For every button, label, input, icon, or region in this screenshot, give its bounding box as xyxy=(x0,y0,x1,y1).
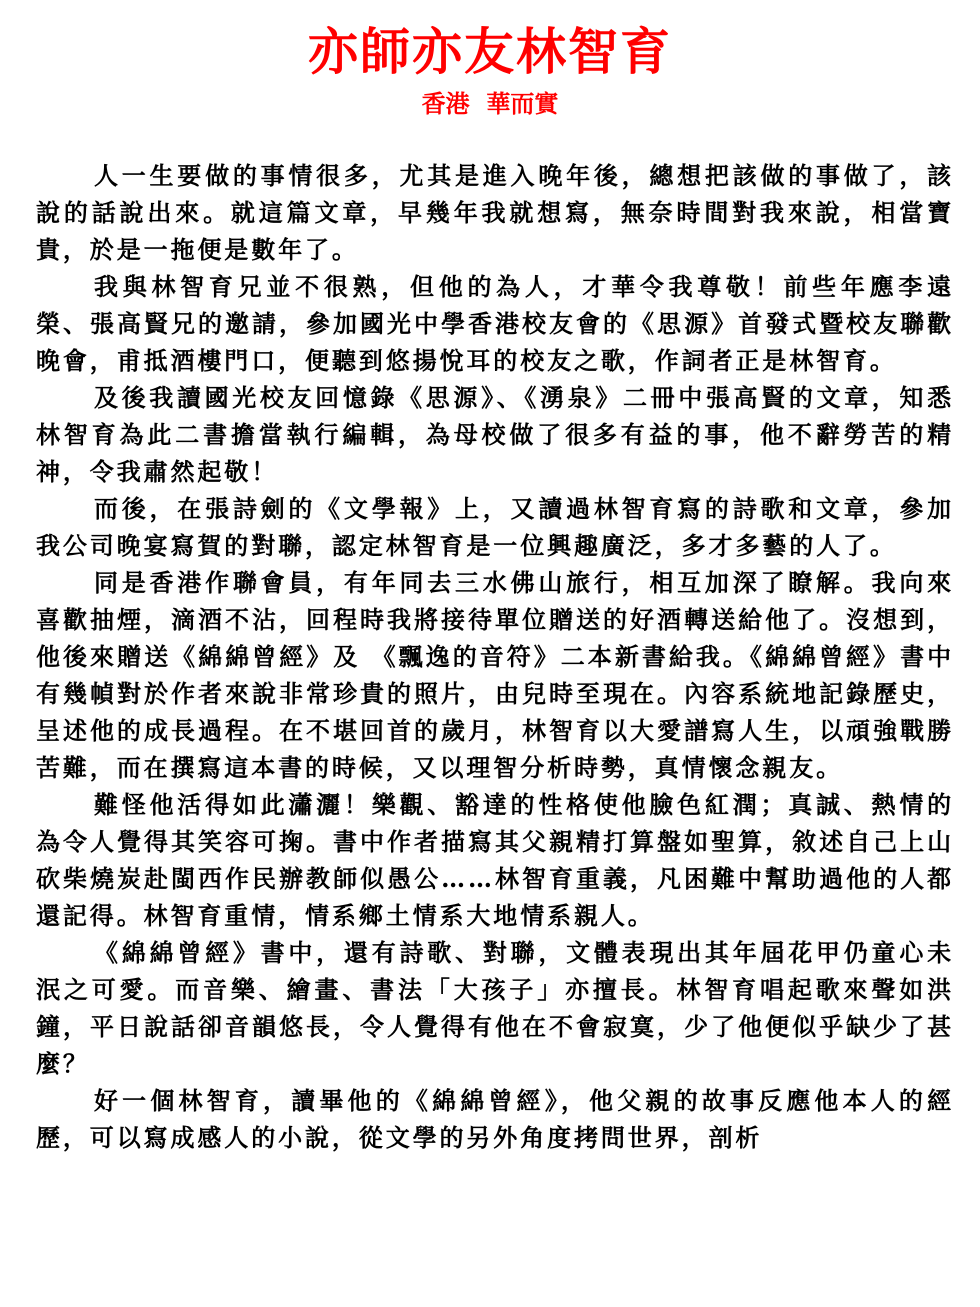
article-body xyxy=(36,157,954,1156)
paragraph: 人一生要做的事情很多，尤其是進入晚年後，總想把該做的事做了，該說的話說出來。就這篇文章，早幾年我就想寫，無奈時間對我來說，相當寶貴，於是一拖便是數年了。 xyxy=(36,161,954,264)
paragraph: 好一個林智育，讀畢他的《綿綿曾經》，他父親的故事反應他本人的經歷，可以寫成感人的小說，從文學的另外角度拷問世界，剖析 xyxy=(36,1086,954,1152)
paragraph: 及後我讀國光校友回憶錄《思源》、《湧泉》二冊中張高賢的文章，知悉林智育為此二書擔當執行編輯，為母校做了很多有益的事，他不辭勞苦的精神，令我肅然起敬！ xyxy=(36,383,954,486)
paragraph: 《綿綿曾經》書中，還有詩歌、對聯，文體表現出其年屆花甲仍童心未泯之可愛。而音樂、繪畫、書法「大孩子」亦擅長。林智育唱起歌來聲如洪鐘，平日說話卻音韻悠長，令人覺得有他在不會寂寞，少了他便似乎缺少了甚麼？ xyxy=(36,938,954,1078)
paragraph: 難怪他活得如此瀟灑！樂觀、豁達的性格使他臉色紅潤；真誠、熱情的為令人覺得其笑容可掬。書中作者描寫其父親精打算盤如聖算，敘述自己上山砍柴燒炭赴閩西作民辦教師似愚公……林智育重義，凡困難中幫助過他的人都還記得。林智育重情，情系鄉土情系大地情系親人。 xyxy=(36,790,954,930)
paragraph: 我與林智育兄並不很熟，但他的為人，才華令我尊敬！前些年應李遠榮、張高賢兄的邀請，參加國光中學香港校友會的《思源》首發式暨校友聯歡晚會，甫抵酒樓門口，便聽到悠揚悅耳的校友之歌，作詞者正是林智育。 xyxy=(36,272,954,375)
paragraph: 而後，在張詩劍的《文學報》上，又讀過林智育寫的詩歌和文章，參加我公司晚宴寫賀的對聯，認定林智育是一位興趣廣泛，多才多藝的人了。 xyxy=(36,494,954,560)
article-title: 亦師亦友林智育 xyxy=(308,22,672,81)
paragraph: 同是香港作聯會員，有年同去三水佛山旅行，相互加深了瞭解。我向來喜歡抽煙，滴酒不沾，回程時我將接待單位贈送的好酒轉送給他了。沒想到，他後來贈送《綿綿曾經》及 《飄逸的音符》二本新書給我。《綿綿曾經》書中有幾幀對於作者來說非常珍貴的照片，由兒時至現在。內容系統地記錄歷史，呈述他的成長過程。在不堪回首的歲月，林智育以大愛譜寫人生，以頑強戰勝苦難，而在撰寫這本書的時候，又以理智分析時勢，真情懷念親友。 xyxy=(36,568,954,782)
author-byline: 香港 華而實 xyxy=(421,89,559,118)
